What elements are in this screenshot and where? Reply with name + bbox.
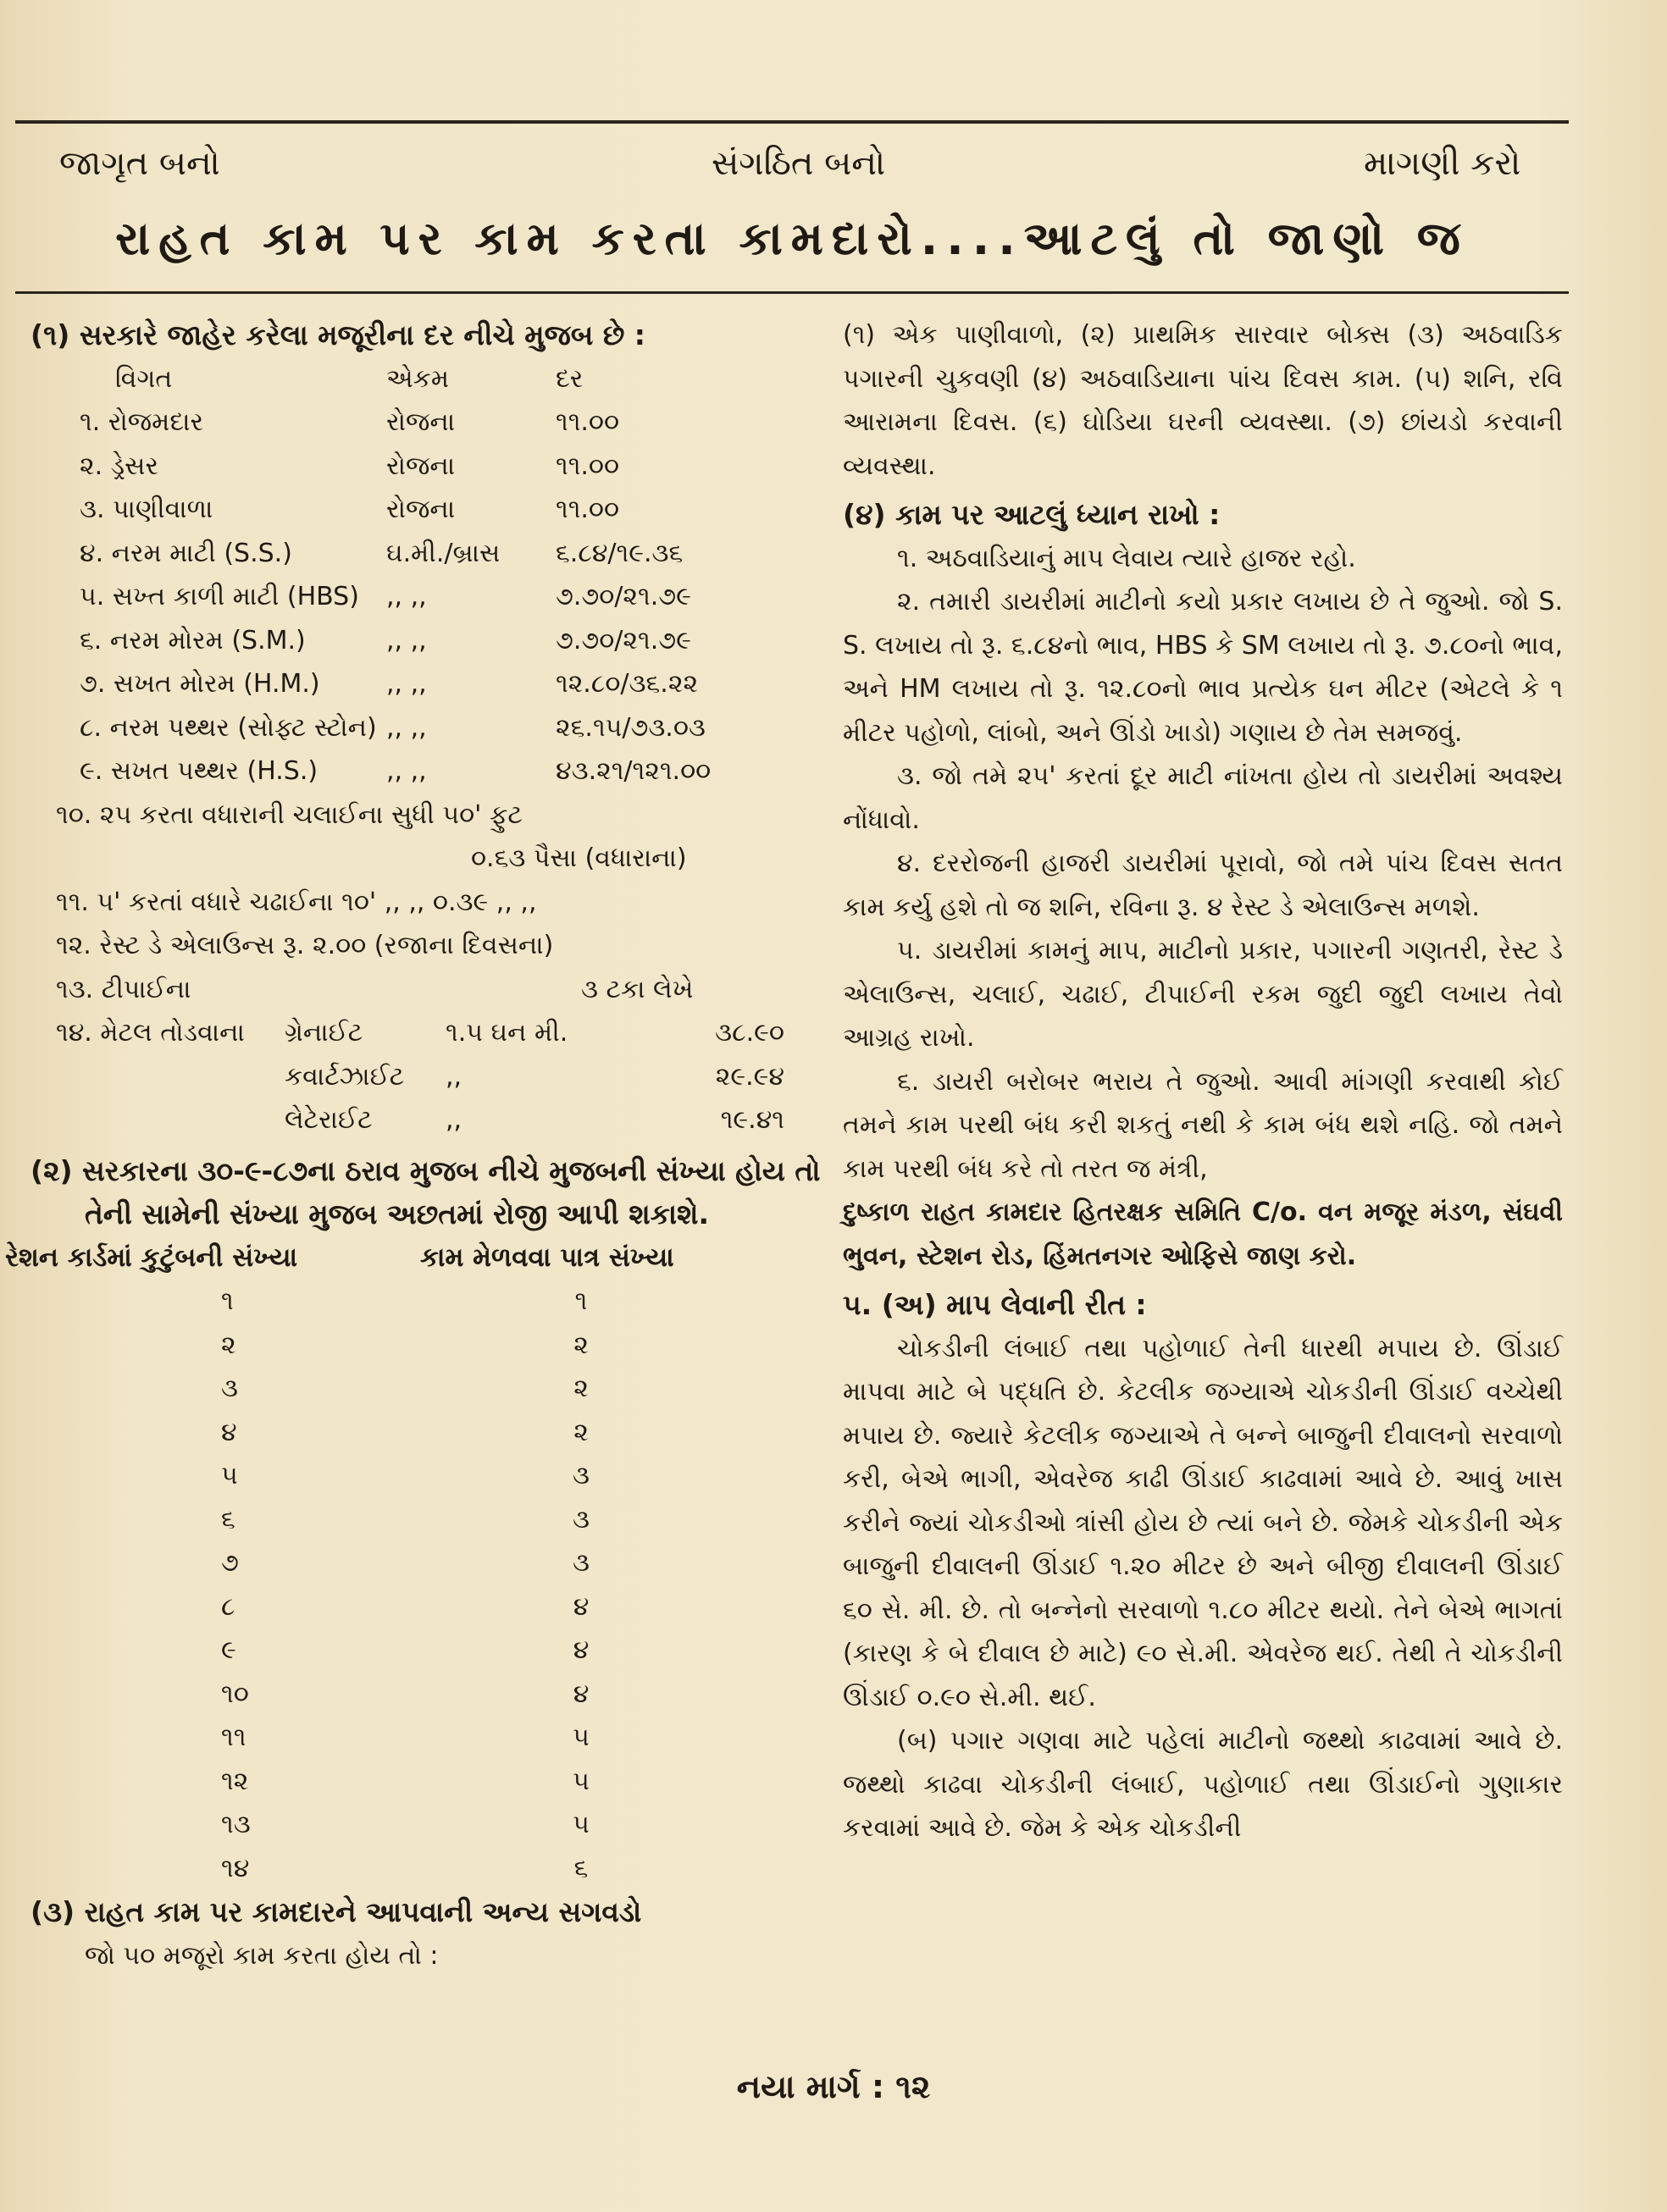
metal-unit: ,, xyxy=(446,1061,462,1092)
wage-row xyxy=(30,401,827,445)
wage-row xyxy=(30,445,827,489)
slogan-demand: માગણી કરો xyxy=(1364,144,1521,183)
ration-row xyxy=(30,1324,827,1368)
wage-row xyxy=(30,749,827,794)
ration-family-count: ૧૨ xyxy=(221,1766,249,1796)
metal-row xyxy=(285,1098,784,1142)
wage-row xyxy=(30,662,827,706)
wage-unit: ,, ,, xyxy=(386,582,427,611)
metal-table xyxy=(285,1011,784,1142)
ration-family-count: ૫ xyxy=(221,1461,238,1490)
ration-family-count: ૪ xyxy=(221,1417,237,1447)
wage-item: ૨. ડ્રેસર xyxy=(80,451,158,481)
ration-family-count: ૧૦ xyxy=(221,1678,249,1709)
item-10-rate: ૦.૬૩ પૈસા (વધારાના) xyxy=(471,843,687,873)
wage-rate: ૧૧.૦૦ xyxy=(556,451,620,481)
item-13-label: ૧૩. ટીપાઈના xyxy=(56,974,191,1004)
metal-rate: ૩૮.૯૦ xyxy=(715,1018,784,1048)
wage-rate: ૭.૭૦/૨૧.૭૯ xyxy=(556,582,691,611)
wage-item: ૭. સખત મોરમ (H.M.) xyxy=(80,669,320,699)
wage-item: ૫. સખ્ત કાળી માટી (HBS) xyxy=(80,582,359,611)
ration-row xyxy=(30,1716,827,1760)
wage-unit: રોજના xyxy=(386,451,456,481)
metal-row xyxy=(285,1055,784,1099)
ration-row xyxy=(30,1585,827,1629)
sec5-para-b: (બ) પગાર ગણવા માટે પહેલાં માટીનો જથ્થો કાઢવામાં આવે છે. જથ્થો કાઢવા ચોકડીની લંબાઈ, પહોળાઈ તથા ઊંડાઈનો ગુણાકાર કરવામાં આવે છે. જેમ કે એક ચોકડીની xyxy=(843,1726,1563,1843)
right-column xyxy=(843,313,1563,1850)
ration-eligible-count: ૪ xyxy=(573,1635,590,1665)
wage-row xyxy=(30,488,827,532)
wage-rate: ૪૩.૨૧/૧૨૧.૦૦ xyxy=(556,756,712,786)
ration-eligible-count: ૬ xyxy=(573,1853,589,1883)
wage-item: ૧. રોજમદાર xyxy=(80,407,203,437)
ration-table-header xyxy=(5,1236,827,1280)
item-11: ૧૧. ૫' કરતાં વધારે ચઢાઈના ૧૦' ,, ,, ૦.૩૯ ,, ,, xyxy=(56,887,537,917)
wage-item: ૬. નરમ મોરમ (S.M.) xyxy=(80,625,306,655)
wage-row xyxy=(30,706,827,750)
metal-rate: ૧૯.૪૧ xyxy=(720,1105,784,1135)
item-12: ૧૨. રેસ્ટ ડે એલાઉન્સ રૂ. ૨.૦૦ (રજાના દિવસના) xyxy=(56,931,554,960)
ration-family-count: ૬ xyxy=(221,1504,235,1535)
ration-row xyxy=(30,1498,827,1542)
wage-unit: ,, ,, xyxy=(386,756,427,786)
ration-row xyxy=(30,1367,827,1411)
item-13 xyxy=(30,968,827,1012)
sec4-contact: દુષ્કાળ રાહત કામદાર હિતરક્ષક સમિતિ C/o. વન મજૂર મંડળ, સંઘવી ભુવન, સ્ટેશન રોડ, હિંમતનગર ઓફિસે જાણ કરો. xyxy=(843,1197,1563,1271)
ration-row xyxy=(30,1541,827,1585)
top-rule xyxy=(15,120,1569,124)
wage-row xyxy=(30,575,827,619)
headline: રાહત કામ પર કામ કરતા કામદારો....આટલું તો જાણો જ xyxy=(115,212,1469,265)
wage-unit: રોજના xyxy=(386,407,456,437)
wage-rate: ૨૬.૧૫/૭૩.૦૩ xyxy=(556,712,706,743)
slogan-awake: જાગૃત બનો xyxy=(59,144,220,183)
sec4-item: ૧. અઠવાડિયાનું માપ લેવાય ત્યારે હાજર રહો. xyxy=(897,543,1356,573)
wage-table-header xyxy=(30,357,827,401)
ration-row xyxy=(30,1760,827,1804)
wage-unit: ઘ.મી./બ્રાસ xyxy=(386,538,501,568)
ration-family-count: ૨ xyxy=(221,1330,236,1360)
item-14 xyxy=(30,1011,827,1142)
sec4-item: ૪. દરરોજની હાજરી ડાયરીમાં પૂરાવો, જો તમે પાંચ દિવસ સતત કામ કર્યુ હશે તો જ શનિ, રવિના રૂ. ૪ રેસ્ટ ડે એલાઉન્સ મળશે. xyxy=(843,849,1563,922)
wage-unit: રોજના xyxy=(386,495,456,524)
metal-name: કવાર્ટઝાઈટ xyxy=(285,1061,405,1092)
ration-eligible-count: ૪ xyxy=(573,1591,590,1622)
sec4-item: ૫. ડાયરીમાં કામનું માપ, માટીનો પ્રકાર, પગારની ગણતરી, રેસ્ટ ડે એલાઉન્સ, ચલાઈ, ચઢાઈ, ટીપાઈની રકમ જુદી જુદી લખાય તેવો આગ્રહ રાખો. xyxy=(843,936,1563,1053)
page-footer: નયા માર્ગ : ૧૨ xyxy=(736,2068,931,2105)
wage-rate: ૧૨.૮૦/૩૬.૨૨ xyxy=(556,669,699,699)
wage-item: ૩. પાણીવાળા xyxy=(80,495,213,524)
ration-eligible-count: ૩ xyxy=(573,1461,590,1490)
sec3-heading: (૩) રાહત કામ પર કામદારને આપવાની અન્ય સગવડો xyxy=(30,1895,642,1928)
sec2-heading: (૨) સરકારના ૩૦-૯-૮૭ના ઠરાવ મુજબ નીચે મુજબની સંખ્યા હોય તો તેની સામેની સંખ્યા મુજબ અછતમાં રોજી આપી શકાશે. xyxy=(30,1153,821,1230)
metal-name: ગ્રેનાઈટ xyxy=(285,1018,363,1048)
ration-eligible-count: ૨ xyxy=(573,1417,589,1447)
header-rule xyxy=(15,291,1569,294)
wage-row xyxy=(30,532,827,576)
sec1-heading: (૧) સરકારે જાહેર કરેલા મજૂરીના દર નીચે મુજબ છે : xyxy=(30,318,646,351)
metal-rate: ૨૯.૯૪ xyxy=(715,1061,784,1092)
ration-family-count: ૧૪ xyxy=(221,1853,250,1883)
item-13-rate: ૩ ટકા લેખે xyxy=(581,974,694,1004)
sec5-heading: ૫. (અ) માપ લેવાની રીત : xyxy=(843,1288,1147,1321)
ration-eligible-count: ૪ xyxy=(573,1678,590,1709)
col-header-rate: દર xyxy=(556,363,584,394)
ration-eligible-count: ૩ xyxy=(573,1504,590,1535)
wage-rate: ૬.૮૪/૧૯.૩૬ xyxy=(556,538,684,568)
ration-eligible-count: ૩ xyxy=(573,1548,590,1578)
ration-eligible-count: ૧ xyxy=(574,1286,588,1316)
ration-eligible-count: ૨ xyxy=(573,1330,589,1360)
wage-row xyxy=(30,619,827,663)
ration-row xyxy=(30,1673,827,1717)
wage-unit: ,, ,, xyxy=(386,625,427,655)
wage-item: ૯. સખત પથ્થર (H.S.) xyxy=(80,756,318,786)
wage-unit: ,, ,, xyxy=(386,712,427,743)
metal-name: લેટેરાઈટ xyxy=(285,1105,373,1135)
ration-row xyxy=(30,1803,827,1847)
sec4-item: ૬. ડાયરી બરોબર ભરાય તે જુઓ. આવી માંગણી કરવાથી કોઈ તમને કામ પરથી બંધ કરી શકતું નથી કે કામ બંધ થશે નહિ. જો તમને કામ પરથી બંધ કરે તો તરત જ મંત્રી, xyxy=(843,1066,1563,1184)
ration-eligible-count: ૨ xyxy=(573,1374,589,1403)
ration-eligible-count: ૫ xyxy=(573,1723,590,1752)
sec5-para-a: ચોકડીની લંબાઈ તથા પહોળાઈ તેની ધારથી મપાય છે. ઊંડાઈ માપવા માટે બે પદ્ધતિ છે. કેટલીક જગ્યાએ ચોકડીની ઊંડાઈ વચ્ચેથી મપાય છે. જ્યારે કેટલીક જગ્યાએ તે બન્ને બાજુની દીવાલનો સરવાળો કરી, બેએ ભાગી, એવરેજ કાઢી ઊંડાઈ કાઢવામાં આવે છે. આવું ખાસ કરીને જ્યાં ચોકડીઓ ત્રાંસી હોય છે ત્યાં બને છે. જેમકે ચોકડીની એક બાજુની દીવાલની ઊંડાઈ ૧.૨૦ મીટર છે અને બીજી દીવાલની ઊંડાઈ ૬૦ સે. મી. છે. તો બન્નેનો સરવાળો ૧.૮૦ મીટર થયો. તેને બેએ ભાગતાં (કારણ કે બે દીવાલ છે માટે) ૯૦ સે.મી. એવરેજ થઈ. તેથી તે ચોકડીની ઊંડાઈ ૦.૯૦ સે.મી. થઈ. xyxy=(843,1333,1563,1712)
wage-rate: ૧૧.૦૦ xyxy=(556,495,620,524)
ration-row xyxy=(30,1847,827,1891)
left-column xyxy=(5,313,827,1977)
wage-item: ૪. નરમ માટી (S.S.) xyxy=(80,538,292,568)
sec4-item: ૨. તમારી ડાયરીમાં માટીનો કયો પ્રકાર લખાય છે તે જુઓ. જો S. S. લખાય તો રૂ. ૬.૮૪નો ભાવ, HBS કે SM લખાય તો રૂ. ૭.૮૦નો ભાવ, અને HM લખાય તો રૂ. ૧૨.૮૦નો ભાવ પ્રત્યેક ઘન મીટર (એટલે કે ૧ મીટર પહોળો, લાંબો, અને ઊંડો ખાડો) ગણાય છે તેમ સમજવું. xyxy=(843,587,1563,748)
ration-col-eligible: કામ મેળવવા પાત્ર સંખ્યા xyxy=(420,1241,674,1273)
slogan-organize: સંગઠિત બનો xyxy=(712,144,886,183)
ration-col-family: રેશન કાર્ડમાં કુટુંબની સંખ્યા xyxy=(5,1241,298,1273)
ration-row xyxy=(30,1629,827,1673)
wage-item: ૮. નરમ પથ્થર (સોફ્ટ સ્ટોન) xyxy=(80,712,377,743)
metal-unit: ૧.૫ ઘન મી. xyxy=(446,1018,568,1048)
ration-family-count: ૧૩ xyxy=(221,1810,251,1839)
sec3-sub: જો ૫૦ મજૂરો કામ કરતા હોય તો : xyxy=(85,1940,439,1971)
ration-family-count: ૧ xyxy=(221,1286,234,1316)
item-10: ૧૦. ૨૫ કરતા વધારાની ચલાઈના સુધી ૫૦' ફુટ xyxy=(56,799,523,830)
item-14-label: ૧૪. મેટલ તોડવાના xyxy=(56,1018,245,1048)
wage-unit: ,, ,, xyxy=(386,669,427,699)
ration-family-count: ૯ xyxy=(221,1635,236,1665)
wage-table xyxy=(30,401,827,794)
wage-rate: ૭.૭૦/૨૧.૭૯ xyxy=(556,625,691,655)
ration-family-count: ૮ xyxy=(221,1591,235,1622)
ration-row xyxy=(30,1454,827,1498)
wage-rate: ૧૧.૦૦ xyxy=(556,407,620,437)
ration-family-count: ૩ xyxy=(221,1374,238,1403)
ration-eligible-count: ૫ xyxy=(573,1810,590,1839)
sec4-heading: (૪) કામ પર આટલું ધ્યાન રાખો : xyxy=(843,498,1221,531)
ration-family-count: ૭ xyxy=(221,1548,239,1578)
metal-unit: ,, xyxy=(446,1105,462,1135)
ration-row xyxy=(30,1280,827,1324)
sec4-list xyxy=(843,537,1563,1192)
ration-family-count: ૧૧ xyxy=(221,1723,246,1752)
col-header-item: વિગત xyxy=(115,363,173,394)
ration-row xyxy=(30,1411,827,1455)
ration-table xyxy=(30,1280,827,1890)
sec4-item: ૩. જો તમે ૨૫' કરતાં દૂર માટી નાંખતા હોય તો ડાયરીમાં અવશ્ય નોંધાવો. xyxy=(843,761,1563,835)
col-header-unit: એકમ xyxy=(386,363,450,394)
ration-eligible-count: ૫ xyxy=(573,1766,590,1796)
metal-row xyxy=(285,1011,784,1055)
sec3-continued: (૧) એક પાણીવાળો, (૨) પ્રાથમિક સારવાર બોક્સ (૩) અઠવાડિક પગારની ચુકવણી (૪) અઠવાડિયાના પાંચ દિવસ કામ. (૫) શનિ, રવિ આરામના દિવસ. (૬) ઘોડિયા ઘરની વ્યવસ્થા. (૭) છાંયડો કરવાની વ્યવસ્થા. xyxy=(843,320,1563,481)
